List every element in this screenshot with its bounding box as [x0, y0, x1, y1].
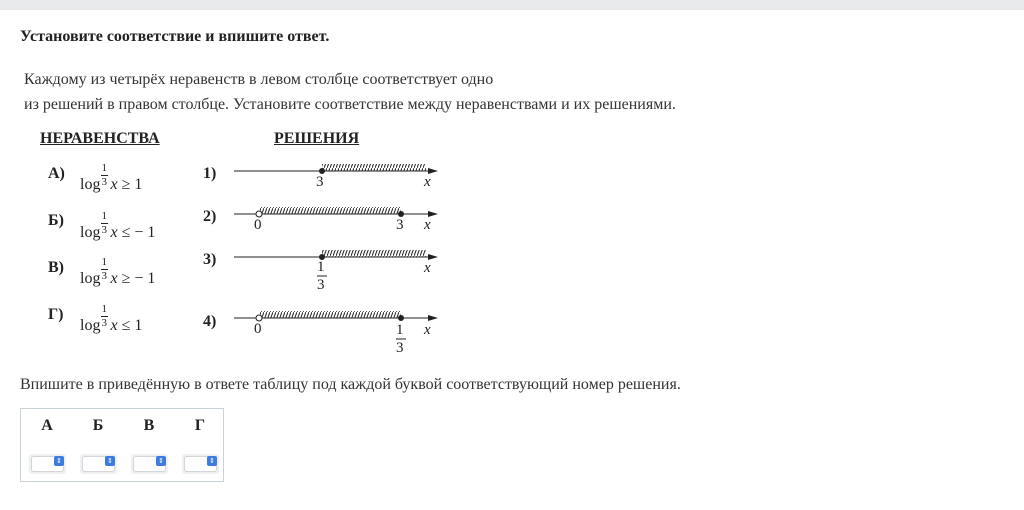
inequality-rhs: ≤ − 1 [117, 224, 156, 241]
intro-line-2: из решений в правом столбце. Установите соответствие между неравенствами и их решениями. [24, 96, 676, 113]
tick-fraction-denominator: 3 [317, 277, 325, 293]
hatched-region [322, 164, 426, 171]
hatched-region [260, 207, 401, 214]
solutions-header: РЕШЕНИЯ [274, 130, 360, 147]
variable: x [110, 176, 118, 193]
answer-instruction: Впишите в приведённую в ответе таблицу под каждой буквой соответствующий номер решения. [20, 376, 681, 393]
inequality-label-a: А) [48, 165, 65, 182]
inequalities-header: НЕРАВЕНСТВА [40, 130, 160, 147]
answer-column-g: Г [194, 417, 206, 434]
number-line-4 [234, 311, 438, 339]
axis-label-x: x [424, 174, 431, 190]
inequality-label-g: Г) [48, 306, 64, 323]
tick-label-3: 3 [316, 174, 324, 190]
select-arrows-icon[interactable]: ⇕ [207, 456, 217, 466]
solution-label-1: 1) [203, 165, 217, 182]
axis-label-x: x [424, 217, 431, 233]
variable: x [110, 317, 118, 334]
solution-label-2: 2) [203, 208, 217, 225]
answer-select-b[interactable] [80, 454, 117, 474]
inequality-label-b: Б) [48, 212, 64, 229]
answer-select-g[interactable] [182, 454, 219, 474]
axis-label-x: x [424, 260, 431, 276]
base-numerator: 1 [101, 210, 107, 222]
answer-column-b: Б [92, 417, 104, 434]
task-title: Установите соответствие и впишите ответ. [20, 28, 330, 45]
answer-select-a[interactable] [29, 454, 66, 474]
answer-table [20, 408, 224, 482]
inequality-rhs: ≤ 1 [117, 317, 143, 334]
number-line-1 [234, 164, 438, 174]
tick-label-0: 0 [254, 321, 262, 337]
hatched-region [322, 250, 426, 257]
number-line-3 [234, 250, 438, 276]
variable: x [110, 270, 118, 287]
base-denominator: 3 [101, 224, 107, 236]
inequality-rhs: ≥ − 1 [117, 270, 156, 287]
inequality-label-v: В) [48, 259, 64, 276]
base-numerator: 1 [101, 162, 107, 174]
select-arrows-icon[interactable]: ⇕ [54, 456, 64, 466]
log-text: log [80, 317, 101, 334]
select-arrows-icon[interactable]: ⇕ [156, 456, 166, 466]
variable: x [110, 224, 118, 241]
tick-label-0: 0 [254, 217, 262, 233]
tick-fraction-numerator: 1 [396, 322, 404, 338]
base-numerator: 1 [101, 256, 107, 268]
tick-fraction-numerator: 1 [317, 259, 325, 275]
log-text: log [80, 270, 101, 287]
base-numerator: 1 [101, 303, 107, 315]
inequality-rhs: ≥ 1 [117, 176, 143, 193]
log-text: log [80, 176, 101, 193]
answer-column-v: В [143, 417, 155, 434]
base-denominator: 3 [101, 176, 107, 188]
select-arrows-icon[interactable]: ⇕ [105, 456, 115, 466]
tick-label-3: 3 [396, 217, 404, 233]
solution-label-3: 3) [203, 251, 217, 268]
number-line-2 [234, 207, 438, 217]
base-denominator: 3 [101, 270, 107, 282]
axis-arrow [428, 315, 438, 321]
hatched-region [260, 311, 401, 318]
axis-label-x: x [424, 322, 431, 338]
log-text: log [80, 224, 101, 241]
answer-column-a: А [41, 417, 53, 434]
intro-line-1: Каждому из четырёх неравенств в левом столбце соответствует одно [24, 71, 494, 88]
answer-select-v[interactable] [131, 454, 168, 474]
closed-point [398, 315, 404, 321]
tick-fraction-denominator: 3 [396, 340, 404, 356]
solution-label-4: 4) [203, 313, 217, 330]
base-denominator: 3 [101, 317, 107, 329]
